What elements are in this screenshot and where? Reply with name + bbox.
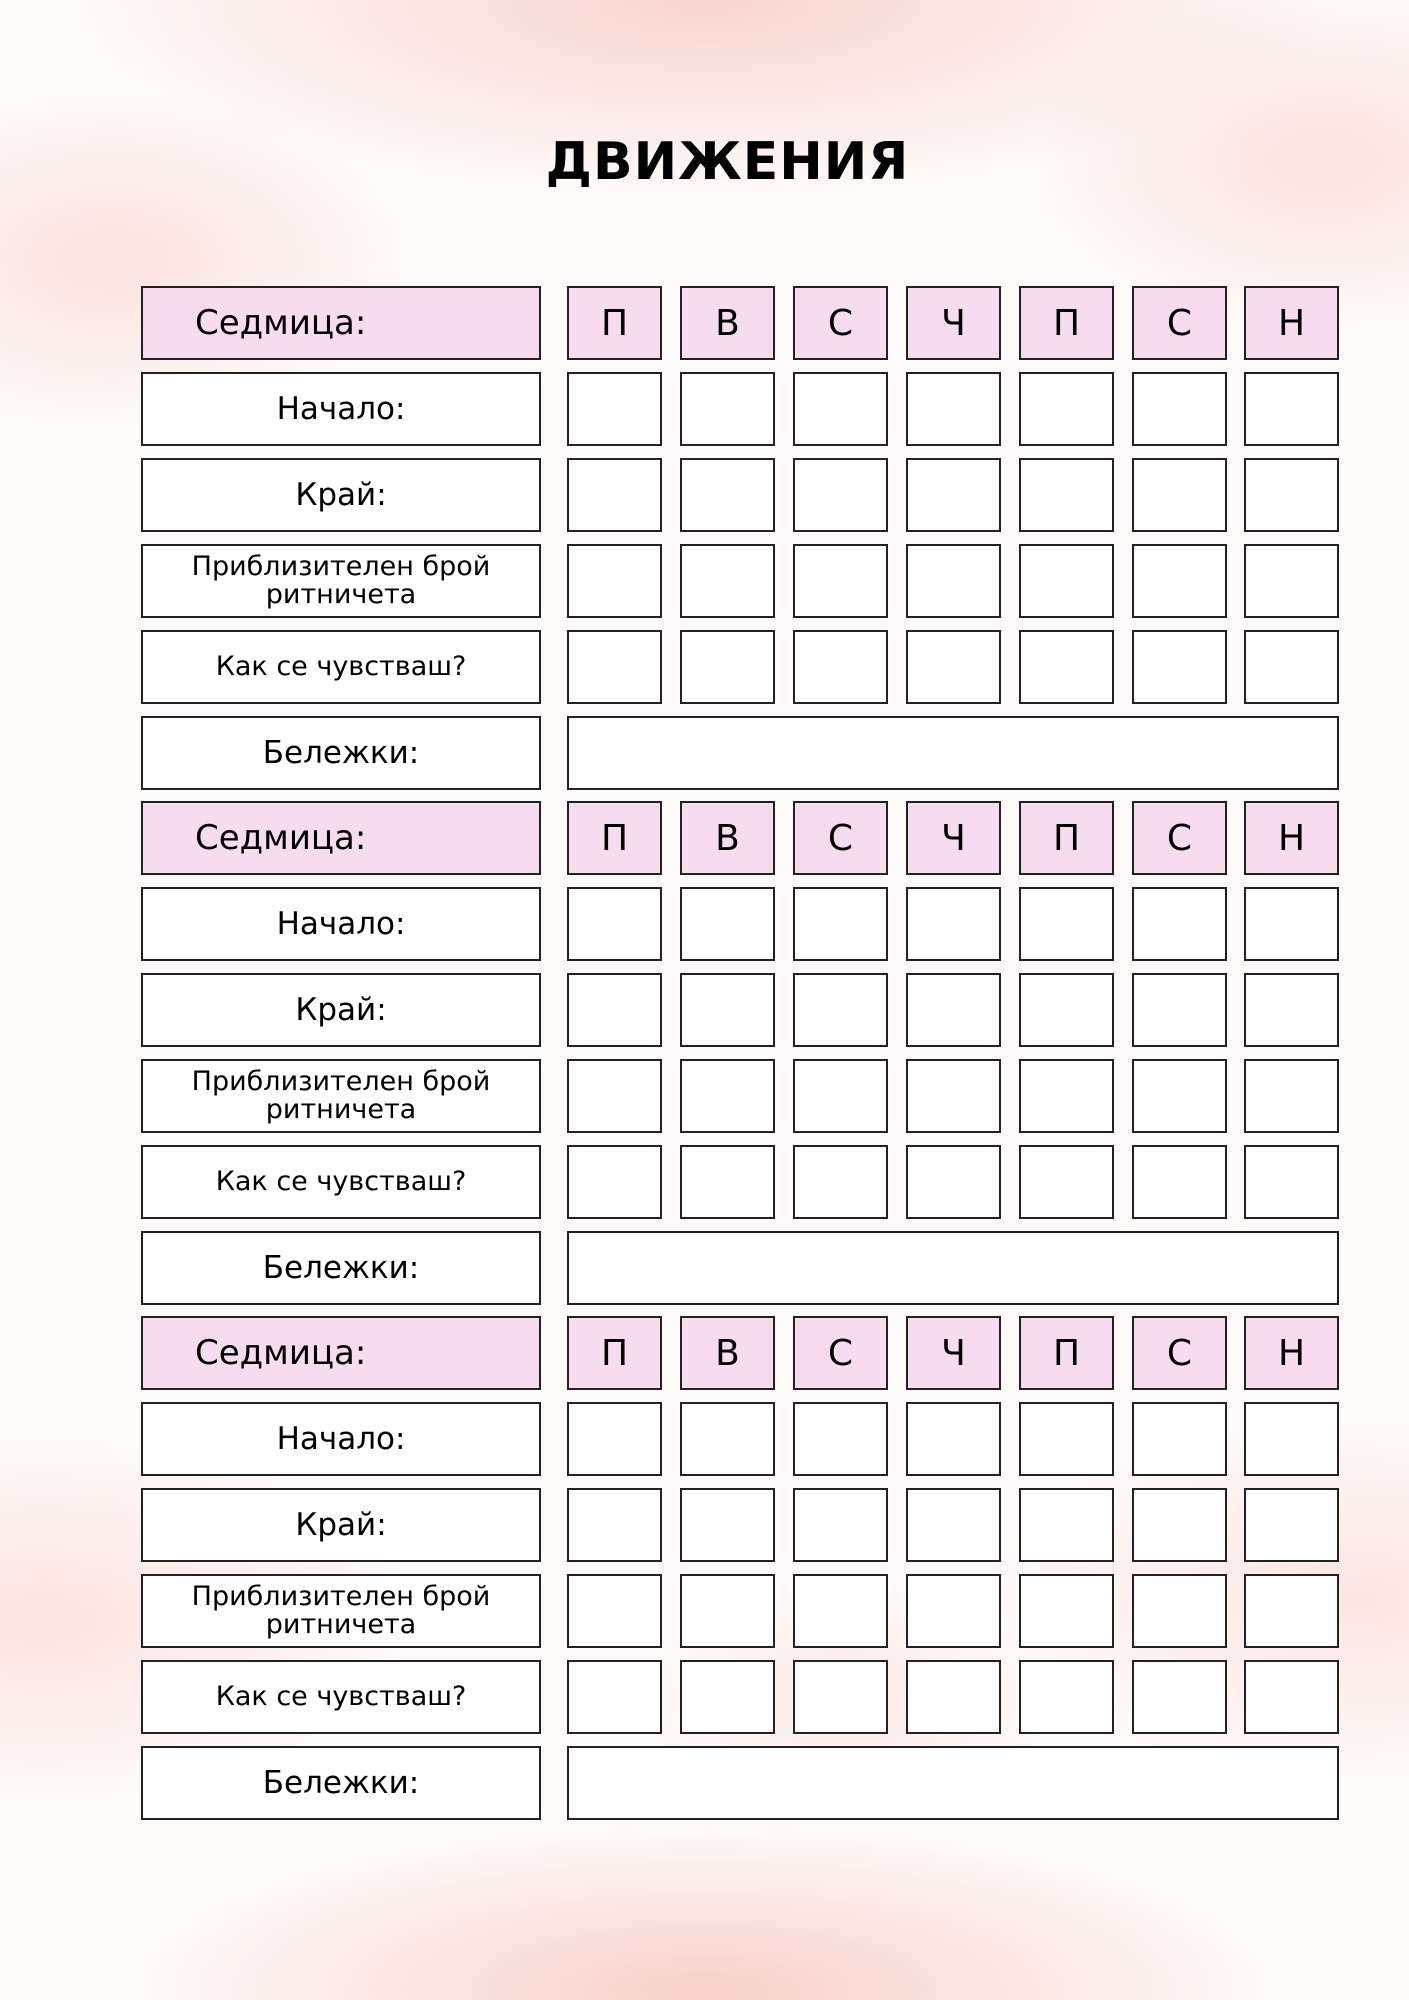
- day-header: П: [567, 286, 662, 360]
- entry-cell[interactable]: [793, 973, 888, 1047]
- entry-cell[interactable]: [567, 372, 662, 446]
- feeling-row: [141, 1145, 1339, 1219]
- end-row: [141, 1488, 1339, 1562]
- kicks-count-row: [141, 1059, 1339, 1133]
- entry-cell[interactable]: [1132, 1145, 1227, 1219]
- entry-cell[interactable]: [1132, 544, 1227, 618]
- entry-cell[interactable]: [567, 973, 662, 1047]
- entry-cell[interactable]: [793, 1059, 888, 1133]
- row-label: Начало:: [141, 1402, 541, 1476]
- notes-label: Бележки:: [141, 1746, 541, 1820]
- entry-cell[interactable]: [1244, 630, 1339, 704]
- entry-cell[interactable]: [1244, 544, 1339, 618]
- entry-cell[interactable]: [567, 630, 662, 704]
- start-row: [141, 1402, 1339, 1476]
- entry-cell[interactable]: [1132, 372, 1227, 446]
- entry-cell[interactable]: [1132, 458, 1227, 532]
- entry-cell[interactable]: [1244, 1145, 1339, 1219]
- entry-cell[interactable]: [1244, 1059, 1339, 1133]
- day-header: П: [567, 1316, 662, 1390]
- entry-cell[interactable]: [793, 887, 888, 961]
- entry-cell[interactable]: [1244, 1574, 1339, 1648]
- notes-field[interactable]: [567, 1231, 1339, 1305]
- entry-cell[interactable]: [1244, 973, 1339, 1047]
- start-row: [141, 372, 1339, 446]
- entry-cell[interactable]: [1019, 1488, 1114, 1562]
- day-header: П: [1019, 801, 1114, 875]
- entry-cell[interactable]: [1019, 630, 1114, 704]
- entry-cell[interactable]: [1019, 973, 1114, 1047]
- row-label: Приблизителен брой ритничета: [141, 1059, 541, 1133]
- entry-cell[interactable]: [1019, 1660, 1114, 1734]
- entry-cell[interactable]: [793, 1660, 888, 1734]
- start-row: [141, 887, 1339, 961]
- row-label: Край:: [141, 973, 541, 1047]
- entry-cell[interactable]: [1019, 887, 1114, 961]
- entry-cell[interactable]: [1132, 1402, 1227, 1476]
- entry-cell[interactable]: [906, 1660, 1001, 1734]
- row-label: Край:: [141, 458, 541, 532]
- week-label: Седмица:: [141, 801, 541, 875]
- feeling-row: [141, 1660, 1339, 1734]
- day-header: Ч: [906, 286, 1001, 360]
- entry-cell[interactable]: [1244, 458, 1339, 532]
- entry-cell[interactable]: [680, 887, 775, 961]
- entry-cell[interactable]: [793, 1145, 888, 1219]
- entry-cell[interactable]: [567, 458, 662, 532]
- end-row: [141, 458, 1339, 532]
- day-header: Н: [1244, 286, 1339, 360]
- entry-cell[interactable]: [906, 372, 1001, 446]
- notes-field[interactable]: [567, 1746, 1339, 1820]
- entry-cell[interactable]: [680, 973, 775, 1047]
- entry-cell[interactable]: [793, 458, 888, 532]
- entry-cell[interactable]: [1244, 1402, 1339, 1476]
- entry-cell[interactable]: [680, 1402, 775, 1476]
- notes-label: Бележки:: [141, 716, 541, 790]
- entry-cell[interactable]: [793, 544, 888, 618]
- entry-cell[interactable]: [906, 458, 1001, 532]
- week-label: Седмица:: [141, 286, 541, 360]
- row-label: Как се чувстваш?: [141, 630, 541, 704]
- day-header: Н: [1244, 1316, 1339, 1390]
- entry-cell[interactable]: [906, 887, 1001, 961]
- day-header: С: [793, 801, 888, 875]
- entry-cell[interactable]: [906, 630, 1001, 704]
- entry-cell[interactable]: [1244, 1488, 1339, 1562]
- entry-cell[interactable]: [1019, 544, 1114, 618]
- entry-cell[interactable]: [1132, 887, 1227, 961]
- entry-cell[interactable]: [1019, 1145, 1114, 1219]
- entry-cell[interactable]: [567, 1402, 662, 1476]
- row-label: Как се чувстваш?: [141, 1145, 541, 1219]
- row-label: Начало:: [141, 887, 541, 961]
- row-label: Приблизителен брой ритничета: [141, 1574, 541, 1648]
- page-title: ДВИЖЕНИЯ: [545, 132, 910, 192]
- entry-cell[interactable]: [1132, 630, 1227, 704]
- notes-row: [141, 1231, 1339, 1305]
- day-header: В: [680, 801, 775, 875]
- entry-cell[interactable]: [1132, 973, 1227, 1047]
- entry-cell[interactable]: [680, 458, 775, 532]
- day-header: Ч: [906, 1316, 1001, 1390]
- kicks-count-row: [141, 544, 1339, 618]
- entry-cell[interactable]: [567, 1660, 662, 1734]
- entry-cell[interactable]: [680, 1574, 775, 1648]
- day-header: С: [793, 286, 888, 360]
- entry-cell[interactable]: [793, 1488, 888, 1562]
- entry-cell[interactable]: [680, 630, 775, 704]
- entry-cell[interactable]: [567, 1059, 662, 1133]
- entry-cell[interactable]: [906, 1059, 1001, 1133]
- entry-cell[interactable]: [1244, 1660, 1339, 1734]
- week-header-row: [141, 286, 1339, 360]
- entry-cell[interactable]: [680, 372, 775, 446]
- entry-cell[interactable]: [1019, 372, 1114, 446]
- entry-cell[interactable]: [906, 1402, 1001, 1476]
- entry-cell[interactable]: [793, 1574, 888, 1648]
- row-label: Край:: [141, 1488, 541, 1562]
- notes-row: [141, 1746, 1339, 1820]
- entry-cell[interactable]: [567, 1145, 662, 1219]
- notes-row: [141, 716, 1339, 790]
- row-label: Приблизителен брой ритничета: [141, 544, 541, 618]
- entry-cell[interactable]: [1019, 1402, 1114, 1476]
- entry-cell[interactable]: [567, 887, 662, 961]
- day-header: П: [567, 801, 662, 875]
- week-label: Седмица:: [141, 1316, 541, 1390]
- kicks-count-row: [141, 1574, 1339, 1648]
- entry-cell[interactable]: [1019, 1574, 1114, 1648]
- entry-cell[interactable]: [1019, 1059, 1114, 1133]
- entry-cell[interactable]: [680, 1059, 775, 1133]
- entry-cell[interactable]: [567, 1574, 662, 1648]
- entry-cell[interactable]: [1132, 1574, 1227, 1648]
- notes-label: Бележки:: [141, 1231, 541, 1305]
- entry-cell[interactable]: [680, 544, 775, 618]
- day-header: С: [1132, 286, 1227, 360]
- day-header: П: [1019, 1316, 1114, 1390]
- day-header: Ч: [906, 801, 1001, 875]
- entry-cell[interactable]: [906, 1145, 1001, 1219]
- entry-cell[interactable]: [793, 1402, 888, 1476]
- entry-cell[interactable]: [1132, 1059, 1227, 1133]
- day-header: В: [680, 1316, 775, 1390]
- entry-cell[interactable]: [680, 1145, 775, 1219]
- entry-cell[interactable]: [567, 1488, 662, 1562]
- entry-cell[interactable]: [1019, 458, 1114, 532]
- day-header: П: [1019, 286, 1114, 360]
- entry-cell[interactable]: [906, 544, 1001, 618]
- entry-cell[interactable]: [793, 372, 888, 446]
- entry-cell[interactable]: [680, 1488, 775, 1562]
- entry-cell[interactable]: [1244, 372, 1339, 446]
- entry-cell[interactable]: [793, 630, 888, 704]
- week-header-row: [141, 1316, 1339, 1390]
- day-header: С: [793, 1316, 888, 1390]
- day-header: С: [1132, 801, 1227, 875]
- notes-field[interactable]: [567, 716, 1339, 790]
- row-label: Начало:: [141, 372, 541, 446]
- entry-cell[interactable]: [567, 544, 662, 618]
- entry-cell[interactable]: [1132, 1660, 1227, 1734]
- entry-cell[interactable]: [906, 973, 1001, 1047]
- entry-cell[interactable]: [1132, 1488, 1227, 1562]
- day-header: Н: [1244, 801, 1339, 875]
- week-header-row: [141, 801, 1339, 875]
- feeling-row: [141, 630, 1339, 704]
- end-row: [141, 973, 1339, 1047]
- day-header: В: [680, 286, 775, 360]
- entry-cell[interactable]: [906, 1574, 1001, 1648]
- entry-cell[interactable]: [1244, 887, 1339, 961]
- day-header: С: [1132, 1316, 1227, 1390]
- entry-cell[interactable]: [680, 1660, 775, 1734]
- entry-cell[interactable]: [906, 1488, 1001, 1562]
- row-label: Как се чувстваш?: [141, 1660, 541, 1734]
